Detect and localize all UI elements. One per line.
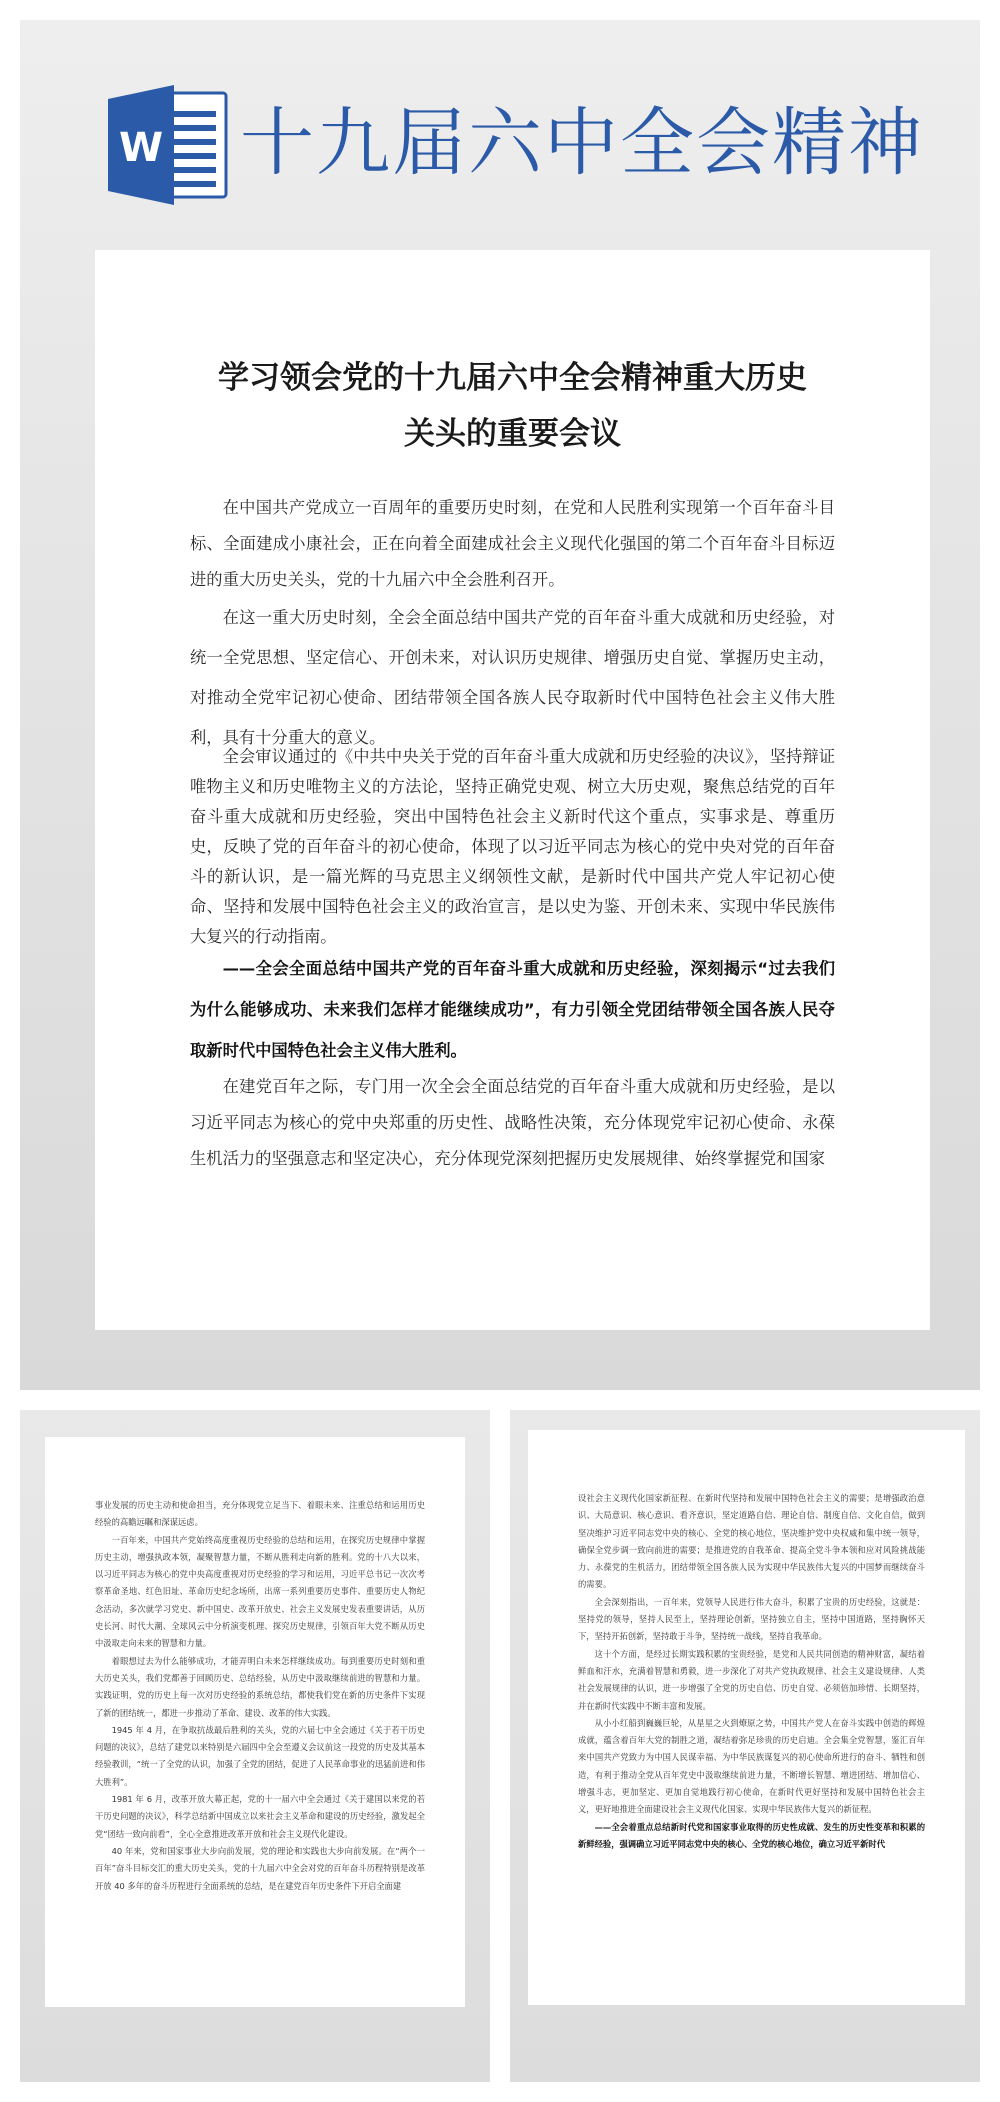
- paragraph: 一百年来，中国共产党始终高度重视历史经验的总结和运用，在探究历史规律中掌握历史主动，增强执政本领，凝聚智慧力量，不断从胜利走向新的胜利。党的十八大以来，以习近平同志为核心的党中央高度重视对历史经验的学习和运用，习近平总书记一次次考察革命圣地、红色旧址、革命历史纪念场所，出席一系列重要历史事件、重要历史人物纪念活动，多次就学习党史、新中国史、改革开放史、社会主义发展史发表重要讲话，从历史长河、时代大潮、全球风云中分析演变机理、探究历史规律，引领百年大党不断从历史中汲取走向未来的智慧和力量。: [95, 1534, 425, 1649]
- document-page-1: [95, 250, 930, 1330]
- paragraph: 在建党百年之际，专门用一次全会全面总结党的百年奋斗重大成就和历史经验，是以习近平同志为核心的党中央郑重的历史性、战略性决策，充分体现党牢记初心使命、永葆生机活力的坚强意志和坚定决心，充分体现党深刻把握历史发展规律、始终掌握党和国家: [190, 1077, 835, 1168]
- bold-paragraph: ——全会全面总结中国共产党的百年奋斗重大成就和历史经验，深刻揭示“过去我们为什么能够成功、未来我们怎样才能继续成功”，有力引领全党团结带领全国各族人民夺取新时代中国特色社会主义伟大胜利。: [190, 959, 835, 1060]
- paragraph: 在中国共产党成立一百周年的重要历史时刻，在党和人民胜利实现第一个百年奋斗目标、全面建成小康社会，正在向着全面建成社会主义现代化强国的第二个百年奋斗目标迈进的重大历史关头，党的十九届六中全会胜利召开。: [190, 498, 835, 589]
- bottom-left-preview-panel: [20, 1410, 490, 2082]
- paragraph: 着眼想过去为什么能够成功，才能弄明白未来怎样继续成功。每到重要历史时刻和重大历史关头，我们党都善于回顾历史、总结经验，从历史中汲取继续前进的智慧和力量。实践证明，党的历史上每一次对历史经验的系统总结，都使我们党在新的历史条件下实现了新的团结统一，都进一步推动了革命、建设、改革的伟大实践。: [95, 1655, 425, 1718]
- word-document-icon: [108, 85, 230, 205]
- document-title-line-2: 关头的重要会议: [404, 416, 621, 452]
- document-title: [95, 350, 930, 462]
- paragraph: 从小小红船到巍巍巨轮，从星星之火到燎原之势，中国共产党人在奋斗实践中创造的辉煌成就，蕴含着百年大党的制胜之道，凝结着弥足珍贵的历史启迪。全会集全党智慧，鉴汇百年来中国共产党致力为中国人民谋幸福、为中华民族谋复兴的初心使命所进行的奋斗、牺牲和创造，有利于推动全党从百年党史中汲取继续前进力量，不断增长智慧、增进团结、增加信心、增强斗志，更加坚定、更加自觉地践行初心使命，在新时代更好坚持和发展中国特色社会主义，更好地推进全面建设社会主义现代化国家、实现中华民族伟大复兴的新征程。: [578, 1717, 925, 1815]
- paragraph-block: [190, 1069, 835, 1177]
- top-preview-panel: [20, 20, 980, 1390]
- bottom-right-preview-panel: [510, 1410, 980, 2082]
- word-icon-letter: W: [118, 125, 164, 171]
- document-page-3: [528, 1430, 965, 2005]
- paragraph-block: [190, 490, 835, 598]
- paragraph-block: [190, 598, 835, 758]
- paragraph: 全会审议通过的《中共中央关于党的百年奋斗重大成就和历史经验的决议》，坚持辩证唯物主义和历史唯物主义的方法论，坚持正确党史观、树立大历史观，聚焦总结党的百年奋斗重大成就和历史经验，突出中国特色社会主义新时代这个重点，实事求是、尊重历史，反映了党的百年奋斗的初心使命，体现了以习近平同志为核心的党中央对党的百年奋斗的新认识，是一篇光辉的马克思主义纲领性文献，是新时代中国共产党人牢记初心使命、坚持和发展中国特色社会主义的政治宣言，是以史为鉴、开创未来、实现中华民族伟大复兴的行动指南。: [190, 747, 835, 946]
- paragraph-block: [190, 742, 835, 952]
- paragraph: 设社会主义现代化国家新征程、在新时代坚持和发展中国特色社会主义的需要；是增强政治意识、大局意识、核心意识、看齐意识，坚定道路自信、理论自信、制度自信、文化自信，做到坚决维护习近平同志党中央的核心、全党的核心地位，坚决维护党中央权威和集中统一领导，确保全党步调一致向前进的需要；是推进党的自我革命、提高全党斗争本领和应对风险挑战能力、永葆党的生机活力，团结带领全国各族人民为实现中华民族伟大复兴的中国梦而继续奋斗的需要。: [578, 1493, 925, 1590]
- paragraph: 在这一重大历史时刻，全会全面总结中国共产党的百年奋斗重大成就和历史经验，对统一全党思想、坚定信心、开创未来，对认识历史规律、增强历史自觉、掌握历史主动，对推动全党牢记初心使命、团结带领全国各族人民夺取新时代中国特色社会主义伟大胜利，具有十分重大的意义。: [190, 608, 835, 747]
- paragraph: 40 年来，党和国家事业大步向前发展，党的理论和实践也大步向前发展。在“两个一百年”奋斗目标交汇的重大历史关头，党的十九届六中全会对党的百年奋斗历程特别是改革开放 40 多年的奋斗历程进行全面系统的总结，是在建党百年历史条件下开启全面建: [95, 1845, 425, 1891]
- header: [108, 75, 1000, 215]
- bold-paragraph: ——全会着重点总结新时代党和国家事业取得的历史性成就、发生的历史性变革和积累的新鲜经验，强调确立习近平同志党中央的核心、全党的核心地位，确立习近平新时代: [578, 1821, 925, 1849]
- paragraph: 全会深刻指出，一百年来，党领导人民进行伟大奋斗，积累了宝贵的历史经验，这就是：坚持党的领导，坚持人民至上，坚持理论创新，坚持独立自主，坚持中国道路，坚持胸怀天下，坚持开拓创新，坚持敢于斗争，坚持统一战线，坚持自我革命。: [578, 1596, 925, 1642]
- paragraph: 1981 年 6 月，改革开放大幕正起，党的十一届六中全会通过《关于建国以来党的若干历史问题的决议》，科学总结新中国成立以来社会主义革命和建设的历史经验，激发起全党“团结一致向前看”，全心全意推进改革开放和社会主义现代化建设。: [95, 1794, 425, 1839]
- page-2-text: [95, 1497, 425, 1895]
- page-3-text: [578, 1490, 925, 1853]
- banner-title: 十九届六中全会精神: [240, 100, 924, 186]
- paragraph: 1945 年 4 月，在争取抗战最后胜利的关头，党的六届七中全会通过《关于若干历史问题的决议》，总结了建党以来特别是六届四中全会至遵义会议前这一段党的历史及其基本经验教训，“统一了全党的认识，加强了全党的团结，促进了人民革命事业的迅猛前进和伟大胜利”。: [95, 1724, 425, 1787]
- document-title-line-1: 学习领会党的十九届六中全会精神重大历史: [218, 360, 807, 396]
- bold-paragraph-block: [190, 948, 835, 1071]
- document-page-2: [45, 1437, 465, 2007]
- paragraph: 事业发展的历史主动和使命担当，充分体现党立足当下、着眼未来、注重总结和运用历史经验的高瞻远瞩和深谋远虑。: [95, 1500, 425, 1528]
- paragraph: 这十个方面，是经过长期实践积累的宝贵经验，是党和人民共同创造的精神财富，凝结着鲜血和汗水，充满着智慧和勇毅，进一步深化了对共产党执政规律、社会主义建设规律、人类社会发展规律的认识，进一步增强了全党的历史自信、历史自觉、必须倍加珍惜、长期坚持，并在新时代实践中不断丰富和发展。: [578, 1648, 925, 1711]
